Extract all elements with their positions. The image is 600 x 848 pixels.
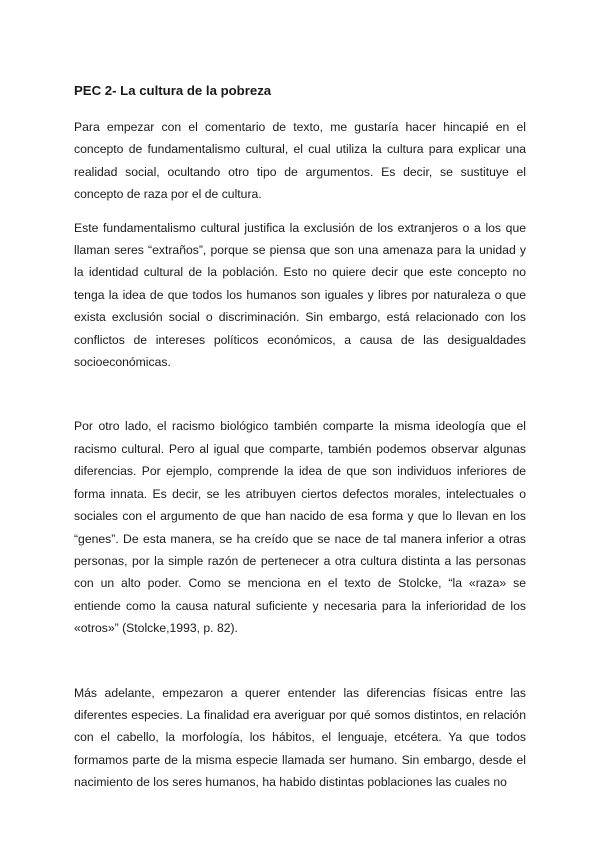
paragraph-spacer [74,206,526,217]
paragraph-racismo-biologico: Por otro lado, el racismo biológico también comparte la misma ideología que el racismo cultural. Pero al igual que comparte, también podemos observar algunas diferencias. Por ejemplo, comprende la idea de que son individuos inferiores de forma innata. Es decir, se les atribuyen ciertos defectos morales, intelectuales o sociales con el argumento de que han nacido de esa forma y que lo llevan en los “genes”. De esta manera, se ha creído que se nace de tal manera inferior a otras personas, por la simple razón de pertenecer a otra cultura distinta a las personas con un alto poder. Como se menciona en el texto de Stolcke, “la «raza» se entiende como la causa natural suficiente y necesaria para la inferioridad de los «otros»” (Stolcke,1993, p. 82). [74,419,526,636]
paragraph-fundamentalismo-cultural: Para empezar con el comentario de texto, me gustaría hacer hincapié en el concepto de fundamentalismo cultural, el cual utiliza la cultura para explicar una realidad social, ocultando otro tipo de argumentos. Es decir, se sustituye el concepto de raza por el de cultura. [74,120,526,202]
document-title: PEC 2- La cultura de la pobreza [74,83,272,98]
paragraph-spacer [74,373,526,415]
paragraph-exclusion-extranjeros: Este fundamentalismo cultural justifica la exclusión de los extranjeros o a los que llaman seres “extraños”, porque se piensa que son una amenaza para la unidad y la identidad cultural de la población. Esto no quiere decir que este concepto no tenga la idea de que todos los humanos son iguales y libres por naturaleza o que exista exclusión social o discriminación. Sin embargo, está relacionado con los conflictos de intereses políticos económicos, a causa de las desigualdades socioeconómicas. [74,220,526,370]
paragraph-spacer [74,640,526,682]
document-body [74,82,526,794]
paragraph-diferencias-fisicas: Más adelante, empezaron a querer entender las diferencias físicas entre las diferentes especies. La finalidad era averiguar por qué somos distintos, en relación con el cabello, la morfología, los hábitos, el lenguaje, etcétera. Ya que todos formamos parte de la misma especie llamada ser humano. Sin embargo, desde el nacimiento de los seres humanos, ha habido distintas poblaciones las cuales no [74,685,526,790]
